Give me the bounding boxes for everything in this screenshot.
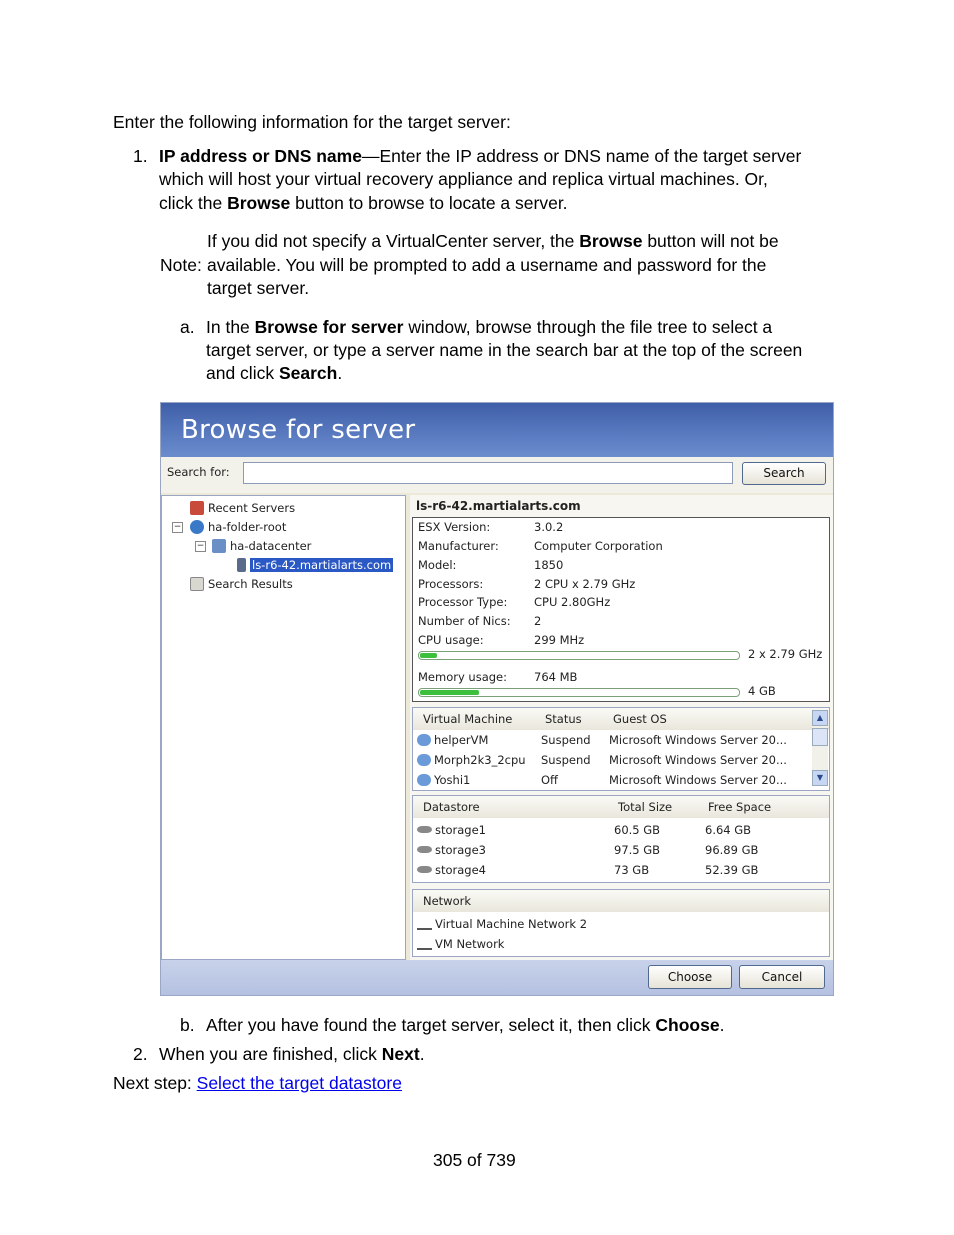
network-header [413,890,829,912]
scroll-thumb[interactable] [812,728,828,746]
server-name: ls-r6-42.martialarts.com [416,499,581,513]
ds-col-total[interactable]: Total Size [618,800,673,814]
vm-col-guest-os[interactable]: Guest OS [613,712,667,726]
step-b-text [206,1014,724,1038]
step-b-letter: b. [180,1015,195,1035]
server-icon [237,558,246,572]
ds-col-free[interactable]: Free Space [708,800,772,814]
step-1-line-3-bold: Browse [227,193,291,213]
memory-usage-bar [418,688,740,697]
step-1-line-2: which will host your virtual recovery appliance and replica virtual machines. Or, [159,169,768,189]
network-name: Virtual Machine Network 2 [435,917,588,931]
cpu-usage-bar-fill [420,653,437,658]
vm-status: Off [541,773,558,787]
vm-name: Yoshi1 [434,773,471,787]
list-item[interactable] [417,914,587,934]
next-step [113,1072,402,1096]
datacenter-icon [212,539,226,553]
vm-name: helperVM [434,733,489,747]
search-input[interactable] [243,462,733,484]
nics-label: Number of Nics: [418,614,511,628]
tree-item-search-results-label: Search Results [208,577,293,591]
network-col-name[interactable]: Network [423,894,472,908]
datastore-icon [417,846,432,853]
tree-item-folder-root[interactable] [190,518,286,536]
processor-type-value: CPU 2.80GHz [534,595,611,609]
memory-usage-label: Memory usage: [418,670,508,684]
step-2-bold: Next [381,1044,420,1064]
step-a-line-1 [206,316,772,340]
vm-table-scrollbar[interactable] [812,710,828,786]
manufacturer-label: Manufacturer: [418,539,499,553]
tree-item-datacenter-label: ha-datacenter [230,539,312,553]
memory-usage-bar-fill [420,690,479,695]
server-info-box [412,517,830,702]
datastore-name: storage4 [435,863,487,877]
vm-guest-os: Microsoft Windows Server 20... [609,773,787,787]
dialog-footer [161,960,834,996]
table-row[interactable] [417,750,526,770]
tree-item-recent-servers-label: Recent Servers [208,501,296,515]
search-label: Search for: [167,465,230,479]
step-a-line-1-pre: In the [206,317,255,337]
processors-label: Processors: [418,577,484,591]
table-row[interactable] [417,820,486,840]
network-icon [417,919,432,930]
table-row[interactable] [417,840,486,860]
vm-icon [417,754,431,766]
expand-datacenter-icon[interactable]: − [196,541,205,551]
step-a-line-3-pre: and click [206,363,279,383]
note-line-1 [207,230,779,254]
step-a-letter: a. [180,317,195,337]
vm-status: Suspend [541,733,591,747]
vm-col-name[interactable]: Virtual Machine [423,712,513,726]
cancel-button[interactable]: Cancel [739,965,825,989]
datastore-total: 73 GB [614,863,650,877]
step-a-line-3 [206,362,342,386]
datastore-free: 52.39 GB [705,863,759,877]
vm-guest-os: Microsoft Windows Server 20... [609,733,787,747]
search-results-icon [190,577,204,591]
step-2-post: . [419,1044,425,1064]
step-1-line-3 [159,192,568,216]
datastore-name: storage1 [435,823,487,837]
vm-status: Suspend [541,753,591,767]
manufacturer-value: Computer Corporation [534,539,663,553]
network-icon [417,939,432,950]
vm-icon [417,734,431,746]
tree-item-datacenter[interactable] [212,537,311,555]
step-a-line-3-bold: Search [278,363,338,383]
browse-for-server-dialog [160,402,834,996]
step-b-post: . [719,1015,725,1035]
cpu-usage-bar [418,651,740,660]
step-1-number: 1. [133,146,148,166]
processor-type-label: Processor Type: [418,595,508,609]
table-row[interactable] [417,860,486,880]
recent-servers-icon [190,501,204,515]
note-line-3: target server. [207,278,310,298]
datastore-table [412,795,830,883]
table-row[interactable] [417,770,470,790]
datastore-total: 60.5 GB [614,823,661,837]
scroll-down-icon[interactable]: ▼ [812,770,828,786]
vm-icon [417,774,431,786]
model-label: Model: [418,558,457,572]
tree-item-recent-servers[interactable] [190,499,295,517]
cpu-total: 2 x 2.79 GHz [748,647,823,661]
datastore-total: 97.5 GB [614,843,661,857]
page-number: 305 of 739 [433,1150,516,1170]
tree-item-selected-server[interactable] [237,556,393,574]
memory-usage-value: 764 MB [534,670,578,684]
step-a-line-2: target server, or type a server name in the search bar at the top of the screen [206,340,803,360]
network-name: VM Network [435,937,505,951]
vm-table-header [413,708,829,730]
server-tree [161,495,406,960]
step-a-line-3-post: . [337,363,343,383]
note-label: Note: [160,255,202,275]
step-1-line-3-post: button to browse to locate a server. [290,193,568,213]
datastore-free: 96.89 GB [705,843,759,857]
note-line-1-post: button will not be [642,231,779,251]
intro-text: Enter the following information for the target server: [113,112,511,132]
datastore-table-header [413,796,829,818]
list-item[interactable] [417,934,504,954]
tree-item-selected-server-label: ls-r6-42.martialarts.com [252,558,392,572]
network-list [412,889,830,957]
processors-value: 2 CPU x 2.79 GHz [534,577,636,591]
datastore-icon [417,866,432,873]
step-1-line-1-rest: —Enter the IP address or DNS name of the target server [361,146,802,166]
step-b-bold: Choose [655,1015,720,1035]
vm-guest-os: Microsoft Windows Server 20... [609,753,787,767]
cpu-usage-label: CPU usage: [418,633,484,647]
next-step-link[interactable]: Select the target datastore [196,1073,402,1093]
memory-total: 4 GB [748,684,776,698]
step-2-pre: When you are finished, click [159,1044,382,1064]
step-2-number: 2. [133,1044,148,1064]
datastore-icon [417,826,432,833]
step-a-line-1-bold: Browse for server [254,317,404,337]
note-line-1-pre: If you did not specify a VirtualCenter server, the [207,231,580,251]
step-1-line-1 [159,145,801,169]
next-step-label: Next step: [113,1073,197,1093]
note-line-2: available. You will be prompted to add a username and password for the [207,255,767,275]
nics-value: 2 [534,614,542,628]
globe-icon [190,520,204,534]
vm-name: Morph2k3_2cpu [434,753,526,767]
datastore-name: storage3 [435,843,487,857]
step-1-line-3-pre: click the [159,193,228,213]
tree-item-search-results[interactable] [190,575,293,593]
step-a-line-1-post: window, browse through the file tree to select a [403,317,773,337]
step-2-text [159,1043,425,1067]
vm-col-status[interactable]: Status [545,712,582,726]
search-button[interactable]: Search [742,462,826,485]
dialog-title: Browse for server [181,415,416,445]
model-value: 1850 [534,558,564,572]
tree-item-folder-root-label: ha-folder-root [208,520,287,534]
cpu-usage-value: 299 MHz [534,633,585,647]
note-line-1-bold: Browse [579,231,643,251]
choose-button[interactable]: Choose [648,965,732,989]
step-1-bold: IP address or DNS name [159,146,362,166]
datastore-free: 6.64 GB [705,823,752,837]
search-row [161,457,834,493]
dialog-header [161,403,834,457]
server-details [410,495,833,960]
table-row[interactable] [417,730,488,750]
esx-value: 3.0.2 [534,520,564,534]
ds-col-name[interactable]: Datastore [423,800,480,814]
expand-root-icon[interactable]: − [173,522,182,532]
esx-label: ESX Version: [418,520,491,534]
step-b-pre: After you have found the target server, select it, then click [206,1015,656,1035]
vm-table [412,707,830,791]
scroll-up-icon[interactable]: ▲ [812,710,828,726]
